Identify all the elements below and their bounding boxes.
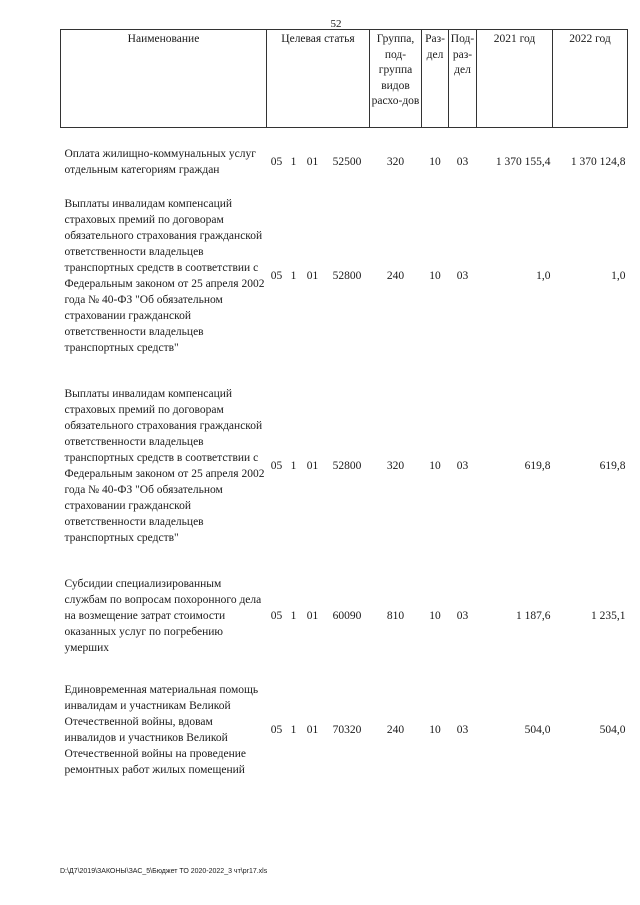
row-ts2: 1	[290, 270, 297, 282]
header-name: Наименование	[61, 30, 267, 128]
row-name: Выплаты инвалидам компенсаций страховых премий по договорам обязательного страхования гражданской ответственности владельцев транспортных средств в соответствии с Федеральным законом от 25 апреля 2002 года № 40-ФЗ "Об обязательном страховании гражданской ответственности владельцев транспортных средств"	[64, 198, 265, 354]
row-2021: 619,8	[524, 460, 551, 472]
header-2022: 2022 год	[553, 30, 628, 128]
row-subsection: 03	[456, 156, 469, 168]
row-section: 10	[429, 156, 441, 168]
row-section: 10	[429, 724, 441, 736]
row-section: 10	[429, 610, 441, 622]
table-row	[61, 146, 628, 178]
header-row	[61, 30, 628, 128]
row-2022: 619,8	[599, 460, 626, 472]
row-group: 240	[386, 270, 405, 282]
row-ts4: 60090	[332, 610, 362, 622]
row-ts3: 01	[306, 460, 319, 472]
row-ts1: 05	[270, 270, 283, 282]
row-ts4: 52500	[332, 156, 362, 168]
row-ts1: 05	[270, 610, 283, 622]
header-group: Группа, под-группа видов расхо-дов	[370, 30, 422, 128]
header-target: Целевая статья	[267, 30, 370, 128]
row-ts2: 1	[290, 156, 297, 168]
row-name: Выплаты инвалидам компенсаций страховых премий по договорам обязательного страхования гражданской ответственности владельцев транспортных средств в соответствии с Федеральным законом от 25 апреля 2002 года № 40-ФЗ "Об обязательном страховании гражданской ответственности владельцев транспортных средств"	[64, 388, 265, 544]
file-path-footer: D:\Д7\2019\ЗАКОНЫ\ЗАС_5\Бюджет ТО 2020-2022_3 чт\pr17.xls	[60, 868, 268, 875]
table-row	[61, 386, 628, 546]
header-2021: 2021 год	[477, 30, 553, 128]
header-subsection: Под-раз-дел	[449, 30, 477, 128]
row-group: 320	[386, 460, 405, 472]
row-ts3: 01	[306, 156, 319, 168]
row-2021: 504,0	[524, 724, 551, 736]
page-number: 52	[330, 18, 342, 30]
row-ts1: 05	[270, 460, 283, 472]
row-ts4: 52800	[332, 460, 362, 472]
row-subsection: 03	[456, 610, 469, 622]
row-subsection: 03	[456, 724, 469, 736]
row-2021: 1,0	[536, 270, 551, 282]
row-section: 10	[429, 270, 441, 282]
row-group: 240	[386, 724, 405, 736]
row-name: Единовременная материальная помощь инвалидам и участникам Великой Отечественной войны, вдовам инвалидов и участников Великой Отечественной войны на проведение ремонтных работ жилых помещений	[64, 684, 259, 776]
row-group: 320	[386, 156, 405, 168]
row-subsection: 03	[456, 270, 469, 282]
row-ts1: 05	[270, 156, 283, 168]
row-2022: 504,0	[599, 724, 626, 736]
row-ts1: 05	[270, 724, 283, 736]
row-2022: 1 235,1	[591, 610, 626, 622]
row-ts3: 01	[306, 610, 319, 622]
table-row	[61, 196, 628, 356]
row-ts4: 70320	[332, 724, 362, 736]
row-ts3: 01	[306, 724, 319, 736]
table-row	[61, 682, 628, 778]
row-2021: 1 370 155,4	[495, 156, 551, 168]
table-row	[61, 576, 628, 656]
row-2022: 1 370 124,8	[570, 156, 626, 168]
row-2021: 1 187,6	[516, 610, 551, 622]
row-name: Оплата жилищно-коммунальных услуг отдельным категориям граждан	[64, 148, 256, 176]
row-2022: 1,0	[611, 270, 626, 282]
row-subsection: 03	[456, 460, 469, 472]
row-group: 810	[386, 610, 405, 622]
row-ts4: 52800	[332, 270, 362, 282]
row-ts2: 1	[290, 724, 297, 736]
header-section: Раз-дел	[422, 30, 449, 128]
budget-table	[60, 29, 628, 778]
row-ts2: 1	[290, 610, 297, 622]
row-name: Субсидии специализированным службам по вопросам похоронного дела на возмещение затрат стоимости оказанных услуг по погребению умерших	[64, 578, 262, 654]
row-ts3: 01	[306, 270, 319, 282]
row-ts2: 1	[290, 460, 297, 472]
row-section: 10	[429, 460, 441, 472]
